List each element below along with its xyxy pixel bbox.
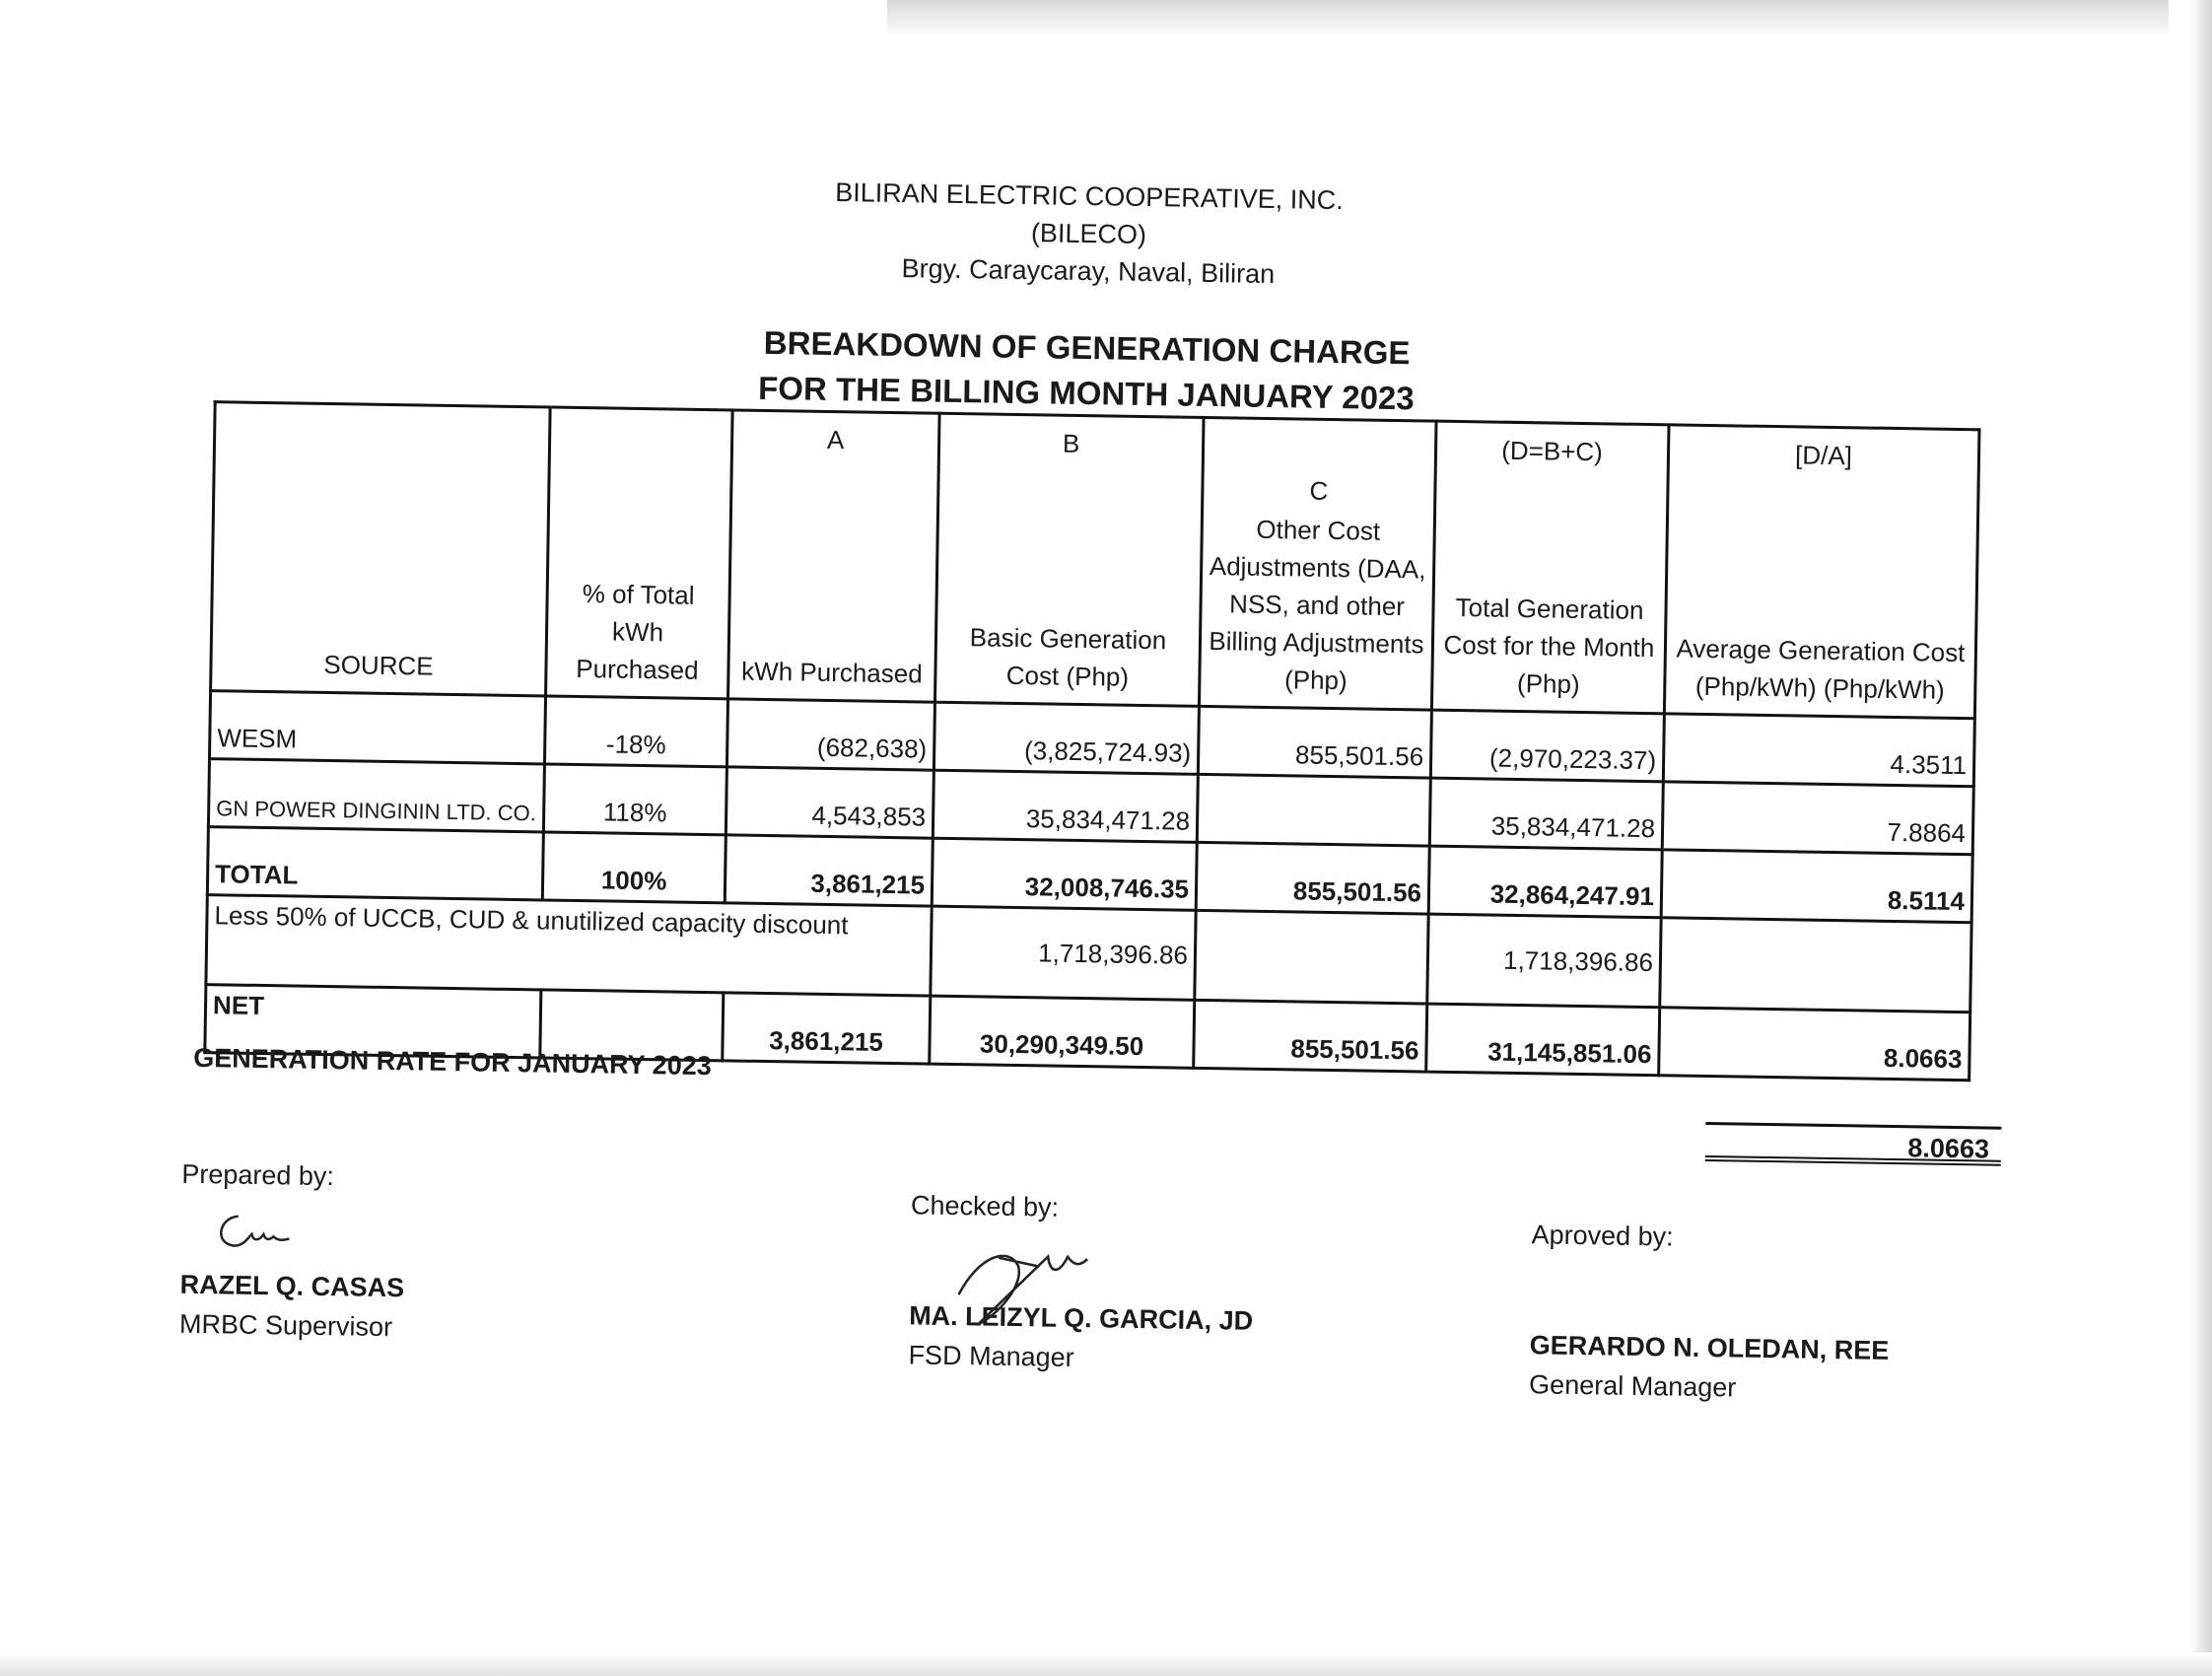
org-address: Brgy. Caraycaray, Naval, Biliran [901, 253, 1276, 290]
cell-less-total: 1,718,396.86 [1427, 914, 1661, 1008]
cell-pct: 100% [542, 832, 726, 903]
title-line-1: BREAKDOWN OF GENERATION CHARGE [763, 323, 1411, 372]
col-letter-c: C [1309, 475, 1329, 506]
generation-rate-value: 8.0663 [1705, 1122, 2002, 1166]
prepared-caption: Prepared by: [181, 1158, 335, 1192]
cell-pct: -18% [544, 696, 727, 767]
cell-avg: 7.8864 [1662, 782, 1973, 855]
prepared-name: RAZEL Q. CASAS [179, 1269, 405, 1303]
table-header-row [211, 402, 1979, 719]
cell-kwh: (682,638) [726, 699, 934, 770]
signature-prepared [208, 1204, 298, 1264]
cell-net-basic: 30,290,349.50 [930, 996, 1195, 1068]
cell-net-label: NET [205, 985, 541, 1058]
col-letter-b: B [1062, 428, 1080, 458]
generation-rate-label: GENERATION RATE FOR JANUARY 2023 [192, 1042, 712, 1082]
cell-less-basic: 1,718,396.86 [931, 906, 1196, 1000]
cell-other: 855,501.56 [1198, 706, 1431, 778]
cell-less-other [1195, 910, 1428, 1004]
letterhead [176, 164, 2002, 305]
col-letter-d: (D=B+C) [1501, 435, 1604, 467]
cell-basic: (3,825,724.93) [933, 702, 1199, 774]
approved-name: GERARDO N. OLEDAN, REE [1529, 1330, 1890, 1365]
cell-net-kwh: 3,861,215 [723, 993, 931, 1064]
cell-basic: 32,008,746.35 [932, 838, 1197, 910]
cell-less-label: Less 50% of UCCB, CUD & unutilized capacity discount [206, 895, 932, 997]
prepared-role: MRBC Supervisor [178, 1308, 393, 1343]
cell-source: GN POWER DINGININ LTD. CO. [208, 759, 544, 832]
cell-avg: 4.3511 [1663, 714, 1974, 787]
signature-checked [938, 1235, 1098, 1337]
signatory-approved [1529, 1215, 1892, 1410]
cell-kwh: 3,861,215 [725, 835, 933, 906]
checked-name: MA. LEIZYL Q. GARCIA, JD [908, 1300, 1254, 1336]
approved-caption: Aproved by: [1531, 1220, 1674, 1252]
cell-net-other: 855,501.56 [1194, 1000, 1427, 1072]
cell-source: WESM [209, 691, 545, 764]
col-header-pct: % of Total kWh Purchased [546, 407, 733, 699]
cell-total: 35,834,471.28 [1429, 778, 1663, 850]
approved-role: General Manager [1528, 1369, 1737, 1403]
col-header-basic: B Basic Generation Cost (Php) [934, 413, 1204, 706]
cell-avg: 8.5114 [1661, 850, 1972, 923]
col-header-total: (D=B+C) Total Generation Cost for the Month (Php) [1431, 421, 1669, 714]
col-header-avg: [D/A] Average Generation Cost (Php/kWh) (Php/kWh) [1664, 425, 1979, 719]
scan-shadow-top [887, 0, 2169, 37]
org-name: BILIRAN ELECTRIC COOPERATIVE, INC. [835, 177, 1345, 216]
cell-net-total: 31,145,851.06 [1426, 1004, 1660, 1076]
scan-shadow-right [2190, 0, 2212, 1676]
cell-net-avg: 8.0663 [1659, 1008, 1970, 1081]
cell-source: TOTAL [207, 827, 543, 900]
col-header-kwh: A kWh Purchased [728, 410, 940, 702]
checked-role: FSD Manager [908, 1340, 1074, 1372]
org-abbrev: (BILECO) [1030, 218, 1147, 249]
cell-basic: 35,834,471.28 [933, 770, 1198, 842]
document-page [158, 164, 2002, 1494]
scan-shadow-bottom [0, 1652, 2212, 1676]
cell-other: 855,501.56 [1196, 842, 1429, 914]
col-header-source: SOURCE [211, 402, 551, 696]
title-line-2: FOR THE BILLING MONTH JANUARY 2023 [757, 369, 1415, 417]
cell-kwh: 4,543,853 [726, 767, 933, 838]
col-header-other: C Other Cost Adjustments (DAA, NSS, and other Billing Adjustments (Php) [1199, 417, 1436, 710]
cell-other [1197, 774, 1430, 846]
col-letter-da: [D/A] [1794, 440, 1853, 471]
generation-charge-table [203, 400, 1980, 1082]
checked-caption: Checked by: [910, 1190, 1060, 1222]
cell-total: 32,864,247.91 [1428, 846, 1662, 918]
col-letter-a: A [826, 424, 845, 455]
cell-pct: 118% [543, 764, 726, 835]
cell-total: (2,970,223.37) [1430, 710, 1664, 782]
cell-less-avg [1660, 918, 1971, 1013]
